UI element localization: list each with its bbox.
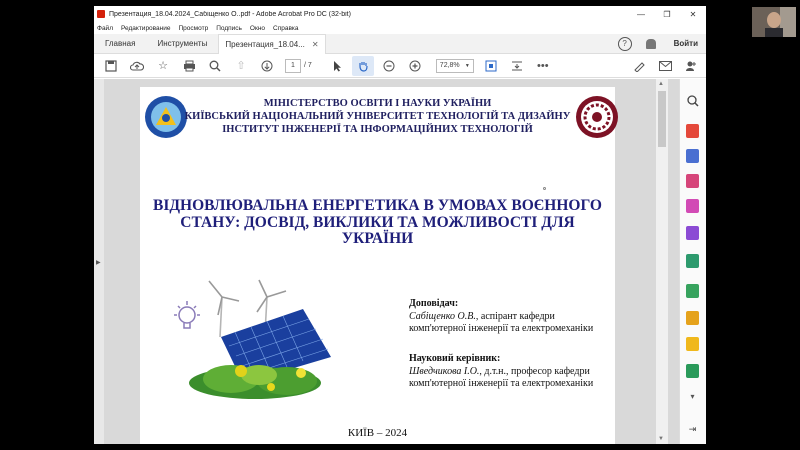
university-heading: КИЇВСЬКИЙ НАЦІОНАЛЬНИЙ УНІВЕРСИТЕТ ТЕХНОЛОГІЙ ТА ДИЗАЙНУ bbox=[184, 111, 571, 122]
help-icon[interactable]: ? bbox=[618, 37, 632, 51]
institute-heading: ІНСТИТУТ ІНЖЕНЕРІЇ ТА ІНФОРМАЦІЙНИХ ТЕХНОЛОГІЙ bbox=[222, 124, 533, 135]
page-number-input[interactable]: 1 bbox=[285, 59, 301, 73]
fill-and-sign-icon[interactable] bbox=[686, 226, 699, 240]
bookmark-star-icon[interactable]: ☆ bbox=[158, 60, 168, 72]
title-bar bbox=[94, 6, 706, 22]
export-pdf-icon[interactable] bbox=[686, 284, 699, 298]
chevron-down-icon: ▼ bbox=[464, 62, 470, 69]
advisor-role-2: комп'ютерної інженерії та електромеханіки bbox=[409, 378, 594, 389]
tab-tools[interactable]: Инструменты bbox=[157, 39, 208, 48]
zoom-value: 72,8% bbox=[439, 62, 460, 69]
comment-icon[interactable] bbox=[686, 337, 699, 351]
combine-files-icon[interactable] bbox=[686, 149, 699, 163]
notifications-bell-icon[interactable] bbox=[646, 39, 656, 49]
title-line-2: СТАНУ: ДОСВІД, ВИКЛИКИ ТА МОЖЛИВОСТІ ДЛЯ bbox=[180, 213, 575, 231]
title-line-1: ВІДНОВЛЮВАЛЬНА ЕНЕРГЕТИКА В УМОВАХ ВОЄННОГО bbox=[153, 197, 602, 214]
tab-home[interactable]: Главная bbox=[105, 39, 136, 48]
search-icon[interactable] bbox=[204, 56, 226, 76]
menu-sign[interactable]: Подпись bbox=[216, 24, 242, 32]
toolbar bbox=[94, 54, 706, 78]
select-cursor-icon[interactable] bbox=[326, 56, 348, 76]
fill-sign-icon[interactable] bbox=[628, 56, 650, 76]
document-area[interactable] bbox=[94, 79, 706, 444]
presentation-title bbox=[140, 198, 615, 248]
speaker-label: Доповідач: bbox=[409, 298, 459, 309]
left-panel-toggle[interactable] bbox=[94, 79, 104, 444]
close-tab-icon[interactable]: ✕ bbox=[311, 39, 319, 49]
edit-pdf-icon[interactable] bbox=[686, 199, 699, 213]
scroll-thumb[interactable] bbox=[658, 91, 666, 147]
upload-cloud-icon[interactable] bbox=[126, 56, 148, 76]
tools-pane bbox=[679, 79, 706, 444]
create-pdf-icon[interactable] bbox=[686, 124, 699, 138]
advisor-block bbox=[409, 353, 593, 391]
solar-wind-image bbox=[173, 279, 338, 401]
vertical-scrollbar[interactable] bbox=[656, 79, 668, 444]
speaker-block bbox=[409, 298, 593, 336]
previous-page-icon[interactable]: ⇧ bbox=[236, 60, 246, 72]
menu-window[interactable]: Окно bbox=[249, 24, 266, 32]
webcam-thumbnail bbox=[752, 7, 796, 37]
speaker-role-1: , аспірант кафедри bbox=[475, 310, 555, 322]
save-icon[interactable] bbox=[100, 56, 122, 76]
zoom-level-select[interactable] bbox=[436, 59, 474, 73]
menu-file[interactable]: Файл bbox=[97, 24, 113, 32]
fit-page-icon[interactable] bbox=[480, 56, 502, 76]
speaker-role-2: комп'ютерної інженерії та електромеханіки bbox=[409, 323, 594, 334]
tab-bar bbox=[94, 34, 706, 54]
menu-bar bbox=[94, 22, 706, 34]
search-tool-icon[interactable] bbox=[686, 94, 699, 108]
zoom-in-icon[interactable] bbox=[404, 56, 426, 76]
email-icon[interactable] bbox=[654, 56, 676, 76]
speaker-name: Сабіщенко О.В. bbox=[409, 310, 476, 322]
acrobat-window bbox=[94, 6, 706, 444]
advisor-line-1 bbox=[409, 366, 593, 379]
advisor-role-1: , д.т.н., професор кафедри bbox=[479, 365, 590, 377]
hand-tool-icon[interactable] bbox=[352, 56, 374, 76]
scan-ocr-icon[interactable] bbox=[686, 311, 699, 325]
title-line-3: УКРАЇНИ bbox=[341, 230, 414, 247]
scroll-mode-icon[interactable] bbox=[506, 56, 528, 76]
ministry-heading: МІНІСТЕРСТВО ОСВІТИ І НАУКИ УКРАЇНИ bbox=[263, 98, 492, 109]
small-mark bbox=[543, 187, 546, 190]
minimize-button[interactable]: — bbox=[637, 9, 645, 19]
signin-button[interactable]: Войти bbox=[673, 39, 698, 48]
city-year: КИЇВ – 2024 bbox=[347, 427, 408, 439]
next-page-icon[interactable] bbox=[256, 56, 278, 76]
print-icon[interactable] bbox=[178, 56, 200, 76]
menu-edit[interactable]: Редактирование bbox=[120, 24, 171, 32]
advisor-label: Науковий керівник: bbox=[409, 353, 501, 364]
acrobat-app-icon bbox=[97, 10, 105, 18]
add-user-icon[interactable] bbox=[680, 56, 702, 76]
expand-left-panel-icon[interactable]: ▶ bbox=[96, 260, 101, 266]
send-for-signature-icon[interactable] bbox=[686, 254, 699, 268]
speaker-line-1 bbox=[409, 311, 593, 324]
zoom-out-icon[interactable] bbox=[378, 56, 400, 76]
collapse-pane-icon[interactable]: ⇥ bbox=[688, 424, 697, 434]
more-tools-icon[interactable]: ••• bbox=[537, 59, 549, 72]
print-production-icon[interactable] bbox=[686, 364, 699, 378]
menu-help[interactable]: Справка bbox=[273, 24, 299, 32]
more-pane-tools-icon[interactable]: ▾ bbox=[690, 392, 695, 401]
window-title: Презентация_18.04.2024_Сабіщенко О..pdf - Adobe Acrobat Pro DC (32-bit) bbox=[109, 10, 351, 18]
menu-view[interactable]: Просмотр bbox=[178, 24, 209, 32]
tab-document[interactable] bbox=[218, 34, 325, 54]
maximize-button[interactable]: ❐ bbox=[663, 9, 671, 19]
scroll-down-icon[interactable]: ▼ bbox=[658, 436, 664, 442]
scroll-up-icon[interactable]: ▲ bbox=[658, 81, 664, 87]
lightbulb-icon bbox=[174, 301, 200, 328]
total-pages: / 7 bbox=[304, 62, 312, 69]
person-silhouette-icon bbox=[752, 7, 796, 37]
renewable-energy-illustration bbox=[173, 279, 338, 406]
pdf-page bbox=[140, 87, 615, 444]
advisor-name: Шведчикова І.О. bbox=[409, 365, 480, 377]
tab-document-label: Презентация_18.04... bbox=[225, 39, 305, 49]
organize-pages-icon[interactable] bbox=[686, 174, 699, 188]
close-button[interactable]: ✕ bbox=[689, 9, 697, 19]
